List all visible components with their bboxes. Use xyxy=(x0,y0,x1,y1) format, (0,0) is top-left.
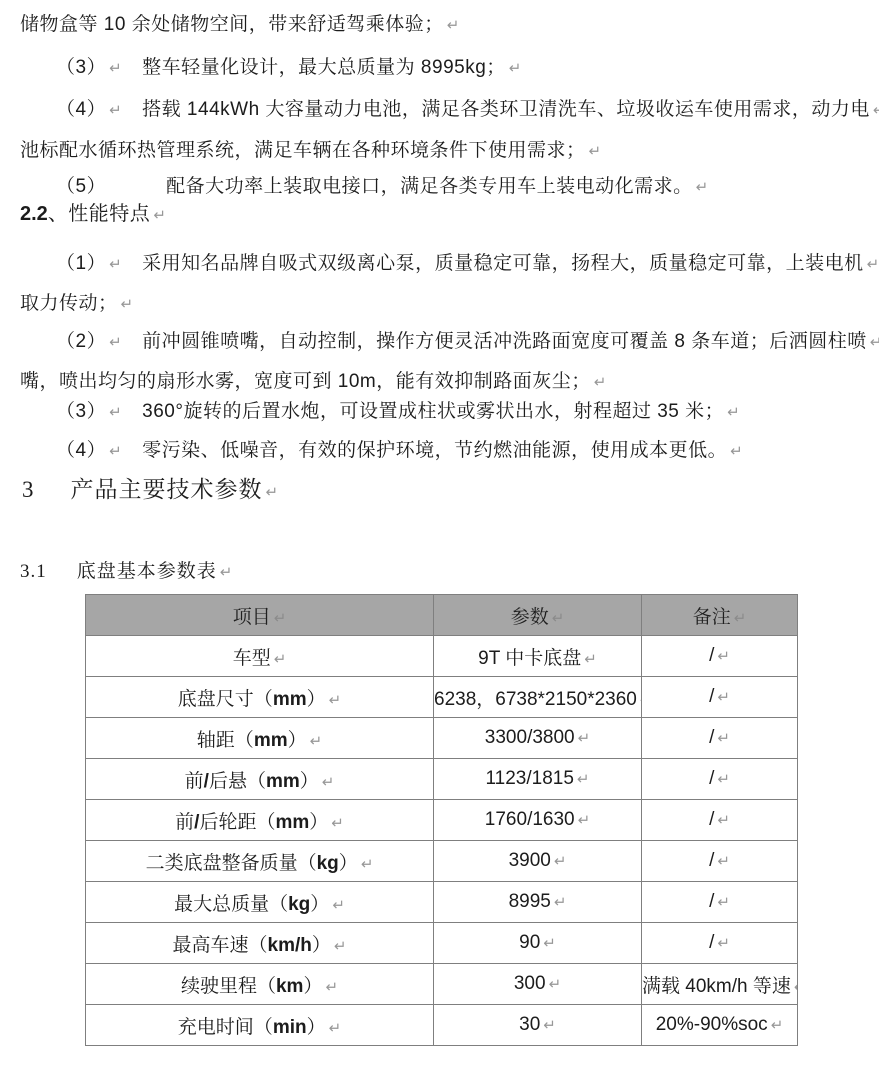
paragraph-text: 池标配水循环热管理系统，满足车辆在各种环境条件下使用需求； xyxy=(20,140,586,161)
return-mark-icon xyxy=(509,60,522,77)
return-mark-icon xyxy=(274,651,287,668)
paragraph-perf-1-line2 xyxy=(20,293,134,316)
return-mark-icon xyxy=(794,979,798,996)
cell-remark: /↵ xyxy=(642,677,798,718)
section-title: 底盘基本参数表 xyxy=(76,561,217,582)
return-mark-icon xyxy=(717,812,730,829)
cell-value: 3300/3800↵ xyxy=(434,718,642,759)
return-mark-icon xyxy=(584,651,597,668)
section-heading-3 xyxy=(22,479,279,504)
cell-item: 前/后悬（mm）↵ xyxy=(86,759,434,800)
return-mark-icon xyxy=(594,374,607,391)
paragraph-text: 配备大功率上装取电接口，满足各类专用车上装电动化需求。 xyxy=(166,176,693,197)
cell-remark: /↵ xyxy=(642,923,798,964)
list-item-number: （5） xyxy=(56,176,107,197)
paragraph-text: 整车轻量化设计，最大总质量为 8995kg； xyxy=(142,57,506,78)
paragraph-intro xyxy=(20,14,460,37)
return-mark-icon xyxy=(329,1020,342,1037)
return-mark-icon xyxy=(727,404,740,421)
paragraph-item-4-line2 xyxy=(20,140,602,163)
table-row-max-speed xyxy=(86,923,798,964)
paragraph-item-3 xyxy=(56,57,522,80)
section-title: 、性能特点 xyxy=(47,203,151,225)
table-row-chassis-size xyxy=(86,677,798,718)
section-heading-3-1 xyxy=(20,561,233,584)
cell-remark: /↵ xyxy=(642,718,798,759)
return-mark-icon xyxy=(696,179,709,196)
return-mark-icon xyxy=(771,1017,784,1034)
return-mark-icon xyxy=(325,979,338,996)
return-mark-icon xyxy=(554,894,567,911)
table-row-wheelbase xyxy=(86,718,798,759)
table-row-front-rear-track xyxy=(86,800,798,841)
paragraph-text: 嘴，喷出均匀的扇形水雾，宽度可到 10m，能有效抑制路面灰尘； xyxy=(20,371,591,392)
list-item-number: （2） xyxy=(56,331,107,352)
return-mark-icon xyxy=(109,334,122,351)
cell-item: 二类底盘整备质量（kg）↵ xyxy=(86,841,434,882)
list-item-number: （4） xyxy=(56,440,107,461)
cell-item: 轴距（mm）↵ xyxy=(86,718,434,759)
section-number: 2.2 xyxy=(20,203,48,225)
table-row-vehicle-model xyxy=(86,636,798,677)
list-item-number: （4） xyxy=(56,99,107,120)
section-heading-2-2 xyxy=(20,203,166,227)
header-label: 备注 xyxy=(692,606,731,628)
return-mark-icon xyxy=(329,692,342,709)
return-mark-icon xyxy=(109,443,122,460)
paragraph-text: 取力传动； xyxy=(20,293,118,314)
cell-remark: /↵ xyxy=(642,636,798,677)
return-mark-icon xyxy=(717,689,730,706)
cell-value: 1123/1815↵ xyxy=(434,759,642,800)
paragraph-text: 储物盒等 10 余处储物空间，带来舒适驾乘体验； xyxy=(20,14,444,35)
table-row-driving-range xyxy=(86,964,798,1005)
return-mark-icon xyxy=(717,894,730,911)
paragraph-text: 360°旋转的后置水炮，可设置成柱状或雾状出水，射程超过 35 米； xyxy=(142,401,725,422)
return-mark-icon xyxy=(109,256,122,273)
return-mark-icon xyxy=(121,296,134,313)
list-item-number: （3） xyxy=(56,401,107,422)
return-mark-icon xyxy=(717,771,730,788)
cell-item: 前/后轮距（mm）↵ xyxy=(86,800,434,841)
list-item-number: （1） xyxy=(56,253,107,274)
paragraph-text: 零污染、低噪音，有效的保护环境，节约燃油能源，使用成本更低。 xyxy=(142,440,728,461)
cell-remark: /↵ xyxy=(642,841,798,882)
return-mark-icon xyxy=(552,610,565,627)
return-mark-icon xyxy=(734,610,747,627)
return-mark-icon xyxy=(578,812,591,829)
return-mark-icon xyxy=(331,815,344,832)
cell-value: 3900↵ xyxy=(434,841,642,882)
paragraph-perf-1-line1 xyxy=(56,253,879,276)
table-header-parameter xyxy=(434,595,642,636)
return-mark-icon xyxy=(717,730,730,747)
cell-remark: /↵ xyxy=(642,800,798,841)
cell-value: 6238，6738*2150*2360↵ xyxy=(434,677,642,718)
return-mark-icon xyxy=(717,648,730,665)
cell-value: 90↵ xyxy=(434,923,642,964)
cell-item: 最大总质量（kg）↵ xyxy=(86,882,434,923)
table-row-front-rear-overhang xyxy=(86,759,798,800)
table-row-curb-weight xyxy=(86,841,798,882)
cell-remark: 满载 40km/h 等速↵ xyxy=(642,964,798,1005)
return-mark-icon xyxy=(334,938,347,955)
paragraph-perf-4 xyxy=(56,440,743,463)
return-mark-icon xyxy=(589,143,602,160)
cell-remark: 20%-90%soc↵ xyxy=(642,1005,798,1046)
return-mark-icon xyxy=(310,733,323,750)
chassis-parameters-table xyxy=(85,594,797,1046)
return-mark-icon xyxy=(109,60,122,77)
cell-value: 1760/1630↵ xyxy=(434,800,642,841)
cell-item: 车型↵ xyxy=(86,636,434,677)
return-mark-icon xyxy=(543,935,556,952)
section-number: 3.1 xyxy=(20,561,47,582)
return-mark-icon xyxy=(549,976,562,993)
cell-value: 300↵ xyxy=(434,964,642,1005)
table-header-remark xyxy=(642,595,798,636)
header-label: 参数 xyxy=(510,606,549,628)
table-header-row xyxy=(86,595,798,636)
paragraph-perf-3 xyxy=(56,401,740,424)
return-mark-icon xyxy=(361,856,374,873)
paragraph-text: 搭载 144kWh 大容量动力电池，满足各类环卫清洗车、垃圾收运车使用需求，动力电 xyxy=(142,99,870,120)
return-mark-icon xyxy=(730,443,743,460)
paragraph-perf-2-line1 xyxy=(56,331,879,354)
return-mark-icon xyxy=(109,102,122,119)
return-mark-icon xyxy=(577,771,590,788)
return-mark-icon xyxy=(274,610,287,627)
cell-item: 充电时间（min）↵ xyxy=(86,1005,434,1046)
return-mark-icon xyxy=(870,334,879,351)
return-mark-icon xyxy=(109,404,122,421)
cell-remark: /↵ xyxy=(642,759,798,800)
return-mark-icon xyxy=(322,774,335,791)
cell-value: 30↵ xyxy=(434,1005,642,1046)
cell-item: 底盘尺寸（mm）↵ xyxy=(86,677,434,718)
return-mark-icon xyxy=(578,730,591,747)
paragraph-perf-2-line2 xyxy=(20,371,607,394)
return-mark-icon xyxy=(266,485,280,501)
paragraph-text: 采用知名品牌自吸式双级离心泵，质量稳定可靠，扬程大，质量稳定可靠，上装电机 xyxy=(142,253,864,274)
section-title: 产品主要技术参数 xyxy=(70,477,263,502)
table-header-item xyxy=(86,595,434,636)
return-mark-icon xyxy=(332,897,345,914)
paragraph-item-5 xyxy=(56,176,709,199)
return-mark-icon xyxy=(717,935,730,952)
cell-item: 续驶里程（km）↵ xyxy=(86,964,434,1005)
return-mark-icon xyxy=(447,17,460,34)
return-mark-icon xyxy=(153,207,166,224)
paragraph-item-4-line1 xyxy=(56,99,879,122)
cell-item: 最高车速（km/h）↵ xyxy=(86,923,434,964)
section-number: 3 xyxy=(22,477,35,502)
return-mark-icon xyxy=(873,102,879,119)
table-row-max-total-weight xyxy=(86,882,798,923)
cell-remark: /↵ xyxy=(642,882,798,923)
return-mark-icon xyxy=(554,853,567,870)
table-row-charging-time xyxy=(86,1005,798,1046)
return-mark-icon xyxy=(717,853,730,870)
return-mark-icon xyxy=(220,565,234,581)
list-item-number: （3） xyxy=(56,57,107,78)
return-mark-icon xyxy=(543,1017,556,1034)
return-mark-icon xyxy=(867,256,879,273)
cell-value: 9T 中卡底盘↵ xyxy=(434,636,642,677)
header-label: 项目 xyxy=(232,606,271,628)
paragraph-text: 前冲圆锥喷嘴，自动控制，操作方便灵活冲洗路面宽度可覆盖 8 条车道；后洒圆柱喷 xyxy=(142,331,867,352)
cell-value: 8995↵ xyxy=(434,882,642,923)
